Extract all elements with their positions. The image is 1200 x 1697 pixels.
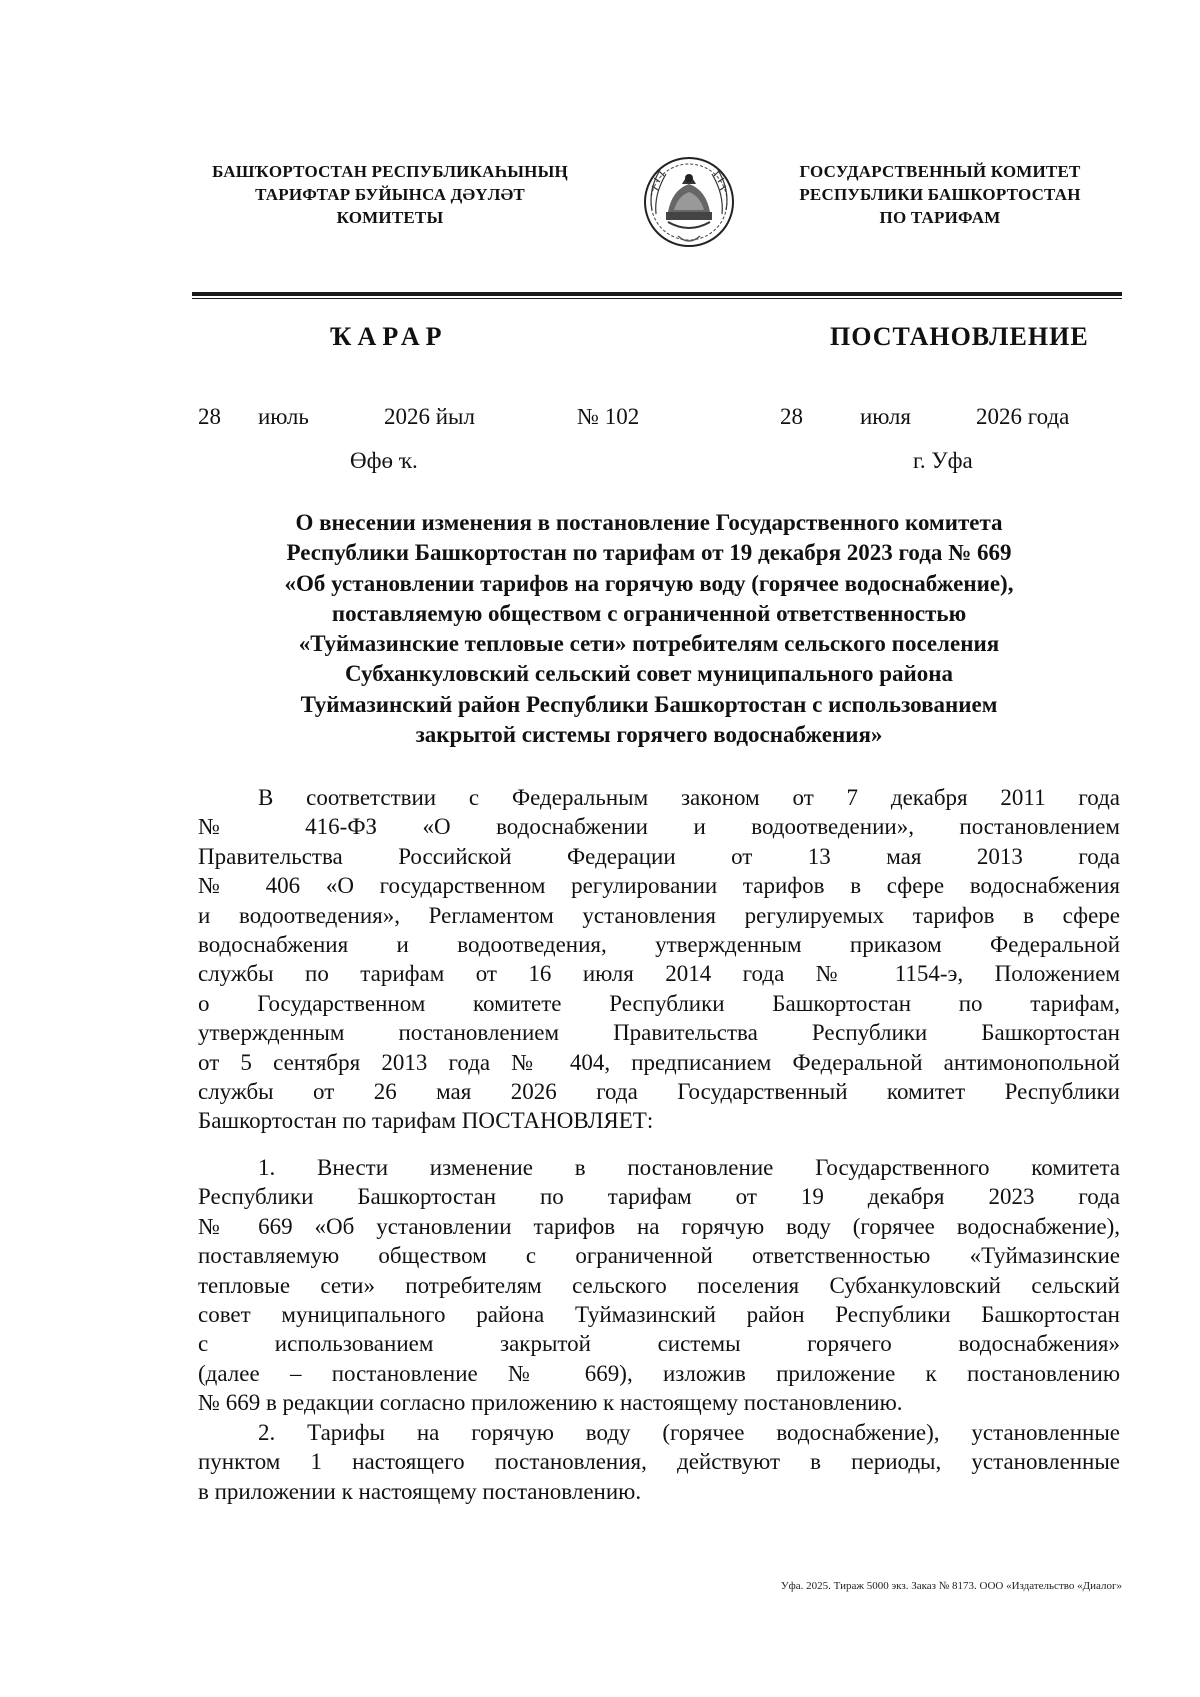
- body-line: пунктом 1 настоящего постановления, действуют в периоды, установленные: [198, 1449, 1120, 1475]
- date-left-year: 2026 йыл: [384, 404, 475, 429]
- body-line: тепловые сети» потребителям сельского поселения Субханкуловский сельский: [198, 1272, 1120, 1298]
- header-left-committee: [180, 160, 600, 229]
- body-line: службы от 26 мая 2026 года Государственный комитет Республики: [198, 1079, 1120, 1105]
- body-line: о Государственном комитете Республики Башкортостан по тарифам,: [198, 990, 1120, 1016]
- body-line: и водоотведения», Регламентом установления регулируемых тарифов в сфере: [198, 902, 1120, 928]
- body-line: службы по тарифам от 16 июля 2014 года № 1154-э, Положением: [198, 961, 1120, 987]
- body-line: Правительства Российской Федерации от 13 мая 2013 года: [198, 843, 1120, 869]
- body-line: 2. Тарифы на горячую воду (горячее водоснабжение), установленные: [258, 1420, 1120, 1445]
- body-line: утвержденным постановлением Правительства Республики Башкортостан: [198, 1020, 1120, 1046]
- body-line: № 406 «О государственном регулировании тарифов в сфере водоснабжения: [198, 873, 1120, 899]
- header-left-line: ТАРИФТАР БУЙЫНСА ДӘҮЛӘТ: [255, 185, 525, 204]
- body-line: от 5 сентября 2013 года № 404, предписанием Федеральной антимонопольной: [198, 1049, 1120, 1075]
- body-line: В соответствии с Федеральным законом от 7 декабря 2011 года: [258, 785, 1120, 810]
- header-right-line: РЕСПУБЛИКИ БАШКОРТОСТАН: [799, 185, 1081, 204]
- header-right-committee: [780, 160, 1100, 229]
- body-line: Республики Башкортостан по тарифам от 19 декабря 2023 года: [198, 1184, 1120, 1210]
- city-russian: г. Уфа: [913, 448, 973, 473]
- preamble-paragraph: [198, 783, 1120, 1136]
- printer-imprint: Уфа. 2025. Тираж 5000 экз. Заказ № 8173. ООО «Издательство «Диалог»: [780, 1580, 1122, 1592]
- title-line: «Туймазинские тепловые сети» потребителям сельского поселения: [298, 631, 1000, 657]
- date-right-month: июля: [860, 404, 911, 429]
- body-line: № 416-ФЗ «О водоснабжении и водоотведении», постановлением: [198, 814, 1120, 840]
- body-line: (далее – постановление № 669), изложив приложение к постановлению: [198, 1360, 1120, 1386]
- body-line: водоснабжения и водоотведения, утвержденным приказом Федеральной: [198, 932, 1120, 958]
- title-line: Субханкуловский сельский совет муниципального района: [344, 661, 954, 687]
- body-line: № 669 в редакции согласно приложению к настоящему постановлению.: [198, 1390, 903, 1416]
- date-right-day: 28: [780, 404, 803, 429]
- body-line: с использованием закрытой системы горячего водоснабжения»: [198, 1331, 1120, 1357]
- title-line: поставляемую обществом с ограниченной ответственностью: [331, 600, 967, 626]
- body-line: в приложении к настоящему постановлению.: [198, 1478, 642, 1504]
- doc-type-bashkir: ҠАРАР: [330, 322, 448, 351]
- body-line: Башкортостан по тарифам ПОСТАНОВЛЯЕТ:: [198, 1108, 654, 1134]
- header-right-line: ПО ТАРИФАМ: [879, 208, 1001, 227]
- title-line: закрытой системы горячего водоснабжения»: [415, 722, 883, 748]
- date-left-month: июль: [258, 404, 309, 429]
- title-line: Республики Башкортостан по тарифам от 19 декабря 2023 года № 669: [286, 540, 1012, 566]
- header-right-line: ГОСУДАРСТВЕННЫЙ КОМИТЕТ: [799, 162, 1081, 181]
- document-number: № 102: [577, 404, 640, 429]
- city-bashkir: Өфө ҡ.: [350, 448, 418, 473]
- title-line: Туймазинский район Республики Башкортостан с использованием: [300, 691, 998, 717]
- document-title: [180, 508, 1118, 750]
- doc-type-russian: ПОСТАНОВЛЕНИЕ: [830, 322, 1089, 351]
- title-line: О внесении изменения в постановление Государственного комитета: [295, 510, 1003, 535]
- date-left-day: 28: [198, 404, 221, 429]
- body-line: поставляемую обществом с ограниченной ответственностью «Туймазинские: [198, 1243, 1120, 1269]
- header-left-line: КОМИТЕТЫ: [336, 208, 444, 227]
- coat-of-arms-icon: [638, 150, 740, 260]
- body-line: № 669 «Об установлении тарифов на горячую воду (горячее водоснабжение),: [198, 1213, 1120, 1239]
- body-line: 1. Внести изменение в постановление Государственного комитета: [258, 1155, 1120, 1180]
- clause-1-paragraph: [198, 1153, 1120, 1418]
- body-line: совет муниципального района Туймазинский район Республики Башкортостан: [198, 1302, 1120, 1328]
- header-divider-thin: [192, 298, 1122, 299]
- header-left-line: БАШҠОРТОСТАН РЕСПУБЛИКАҺЫНЫҢ: [212, 162, 568, 181]
- clause-2-paragraph: [198, 1418, 1120, 1506]
- title-line: «Об установлении тарифов на горячую воду (горячее водоснабжение),: [284, 570, 1014, 596]
- header-divider-thick: [192, 292, 1122, 296]
- date-right-year: 2026 года: [976, 404, 1070, 429]
